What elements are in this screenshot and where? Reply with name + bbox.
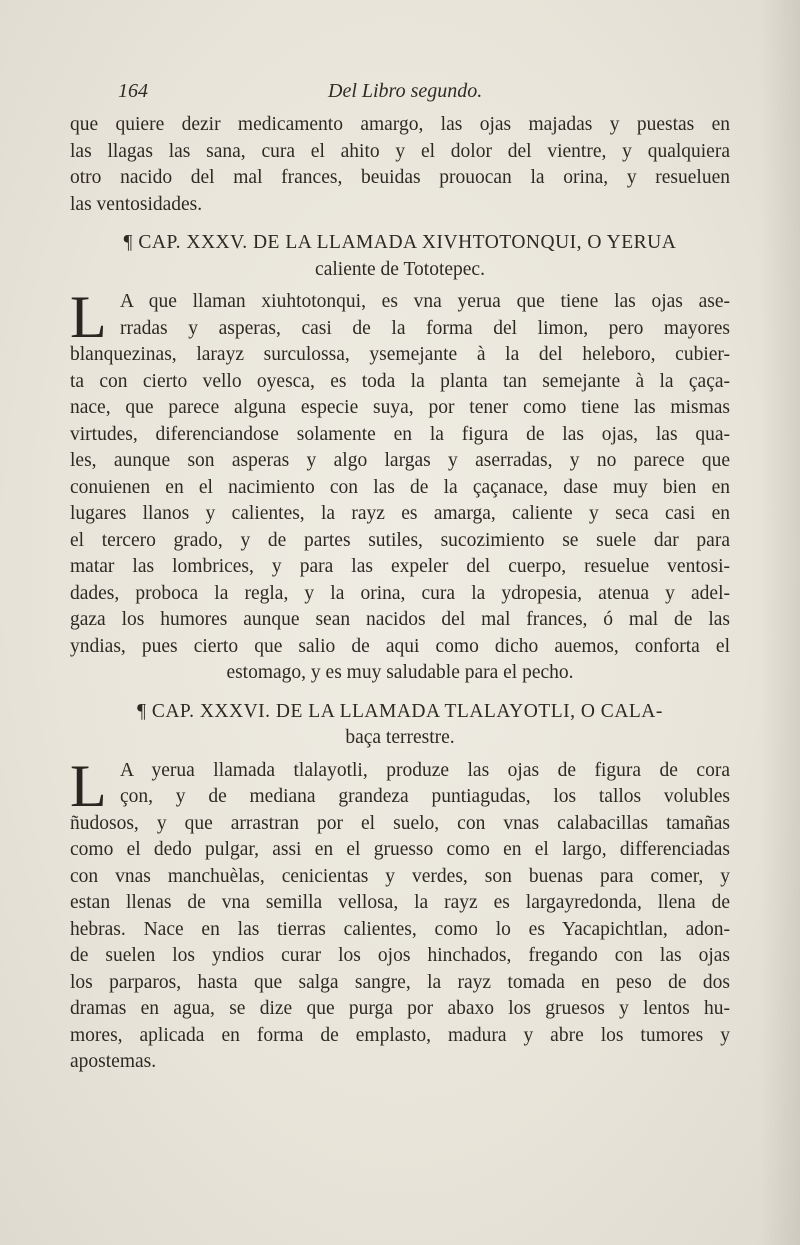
text-line: nace, que parece alguna especie suya, por tener como tiene las mismas <box>70 397 730 418</box>
text-line: ñudosos, y que arrastran por el suelo, con vnas calabacillas tamañas <box>70 812 730 834</box>
text-line: A yerua llamada tlalayotli, produze las ojas de figura de cora <box>120 759 730 781</box>
text-line: conuienen en el nacimiento con las de la çaçanace, dase muy bien en <box>70 476 730 498</box>
page-header <box>118 80 678 110</box>
text-line: dramas en agua, se dize que purga por abaxo los gruesos y lentos hu- <box>70 998 730 1019</box>
text-line: las ventosidades. <box>70 193 203 215</box>
page-body <box>70 112 730 1076</box>
text-line: como el dedo pulgar, assi en el gruesso como en el largo, differenciadas <box>70 839 730 860</box>
text-line: rradas y asperas, casi de la forma del limon, pero mayores <box>120 317 730 339</box>
page-number: 164 <box>118 80 148 102</box>
drop-cap-letter: L <box>70 761 107 810</box>
text-line: A que llaman xiuhtotonqui, es vna yerua que tiene las ojas ase- <box>120 291 730 312</box>
chapter-36-subheading: baça terrestre. <box>345 727 455 748</box>
text-line: ta con cierto vello oyesca, es toda la planta tan semejante à la çaça- <box>70 370 730 392</box>
text-line: çon, y de mediana grandeza puntiagudas, los tallos volubles <box>120 786 730 807</box>
spacer <box>70 687 730 699</box>
text-line: apostemas. <box>70 1051 157 1072</box>
spacer <box>70 218 730 230</box>
text-line: yndias, pues cierto que salio de aqui como dicho auemos, conforta el <box>70 635 730 657</box>
chapter-35-opening <box>70 289 730 342</box>
text-line: matar las lombrices, y para las expeler del cuerpo, resuelue ventosi- <box>70 556 730 577</box>
text-line: lugares llanos y calientes, la rayz es amarga, caliente y seca casi en <box>70 503 730 524</box>
text-line: otro nacido del mal frances, beuidas prouocan la orina, y resueluen <box>70 167 730 188</box>
text-line: de suelen los yndios curar los ojos hinchados, fregando con las ojas <box>70 945 730 966</box>
text-line: dades, proboca la regla, y la orina, cura la ydropesia, atenua y adel- <box>70 582 730 604</box>
text-line: que quiere dezir medicamento amargo, las ojas majadas y puestas en <box>70 114 730 135</box>
page-edge-shadow <box>760 0 800 1245</box>
text-line: gaza los humores aunque sean nacidos del mal frances, ó mal de las <box>70 609 730 630</box>
text-line: hebras. Nace en las tierras calientes, como lo es Yacapichtlan, adon- <box>70 918 730 940</box>
text-line: el tercero grado, y de partes sutiles, sucozimiento se suele dar para <box>70 529 730 551</box>
text-line: con vnas manchuèlas, cenicientas y verdes, son buenas para comer, y <box>70 865 730 887</box>
text-line: los parparos, hasta que salga sangre, la rayz tomada en peso de dos <box>70 971 730 993</box>
text-line: mores, aplicada en forma de emplasto, madura y abre los tumores y <box>70 1024 730 1046</box>
text-line: estomago, y es muy saludable para el pecho. <box>226 662 574 683</box>
drop-cap-letter: L <box>70 293 107 341</box>
running-title: Del Libro segundo. <box>328 80 483 102</box>
text-line: les, aunque son asperas y algo largas y aserradas, y no parece que <box>70 450 730 471</box>
chapter-36-heading: ¶ CAP. XXXVI. DE LA LLAMADA TLALAYOTLI, O CALA- <box>137 700 663 722</box>
chapter-36-opening <box>70 758 730 811</box>
text-line: blanquezinas, larayz surculossa, ysemejante à la del heleboro, cubier- <box>70 344 730 365</box>
chapter-35-subheading: caliente de Tototepec. <box>315 258 485 280</box>
text-line: virtudes, diferenciandose solamente en la figura de las ojas, las qua- <box>70 423 730 445</box>
text-line: estan llenas de vna semilla vellosa, la rayz es largayredonda, llena de <box>70 892 730 913</box>
text-line: las llagas las sana, cura el ahito y el dolor del vientre, y qualquiera <box>70 140 730 162</box>
chapter-35-heading: ¶ CAP. XXXV. DE LA LLAMADA XIVHTOTONQUI, O YERUA <box>123 232 677 253</box>
